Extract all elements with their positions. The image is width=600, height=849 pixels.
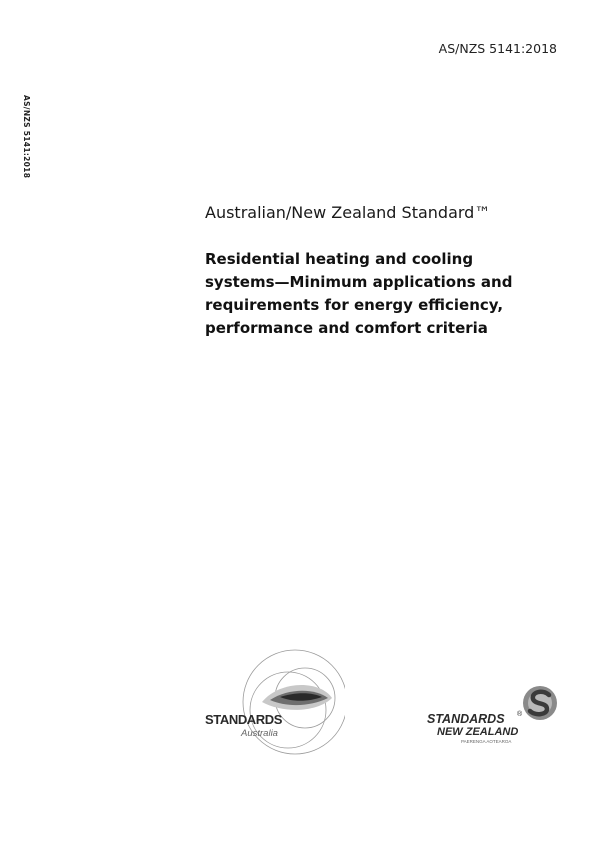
document-code: AS/NZS 5141:2018 — [438, 41, 557, 56]
title-line: Residential heating and cooling — [205, 250, 474, 268]
logo-maori-name: PAERENGA AOTEAROA — [461, 739, 512, 744]
logo-s-emblem — [523, 686, 557, 720]
title-line: requirements for energy efficiency, — [205, 296, 504, 314]
logo-subtitle: Australia — [241, 728, 278, 739]
registered-mark: ® — [517, 711, 523, 718]
standards-australia-logo — [200, 640, 345, 780]
standard-type-heading: Australian/New Zealand Standard™ — [205, 203, 491, 222]
title-line: systems—Minimum applications and — [205, 273, 513, 291]
spine-document-code: AS/NZS 5141:2018 — [22, 95, 31, 179]
document-title — [205, 248, 565, 340]
logo-country: NEW ZEALAND — [437, 726, 519, 738]
logo-wordmark: STANDARDS — [427, 712, 505, 726]
title-line: performance and comfort criteria — [205, 319, 488, 337]
standards-new-zealand-logo — [425, 680, 565, 750]
logo-wordmark: STANDARDS — [205, 712, 283, 727]
